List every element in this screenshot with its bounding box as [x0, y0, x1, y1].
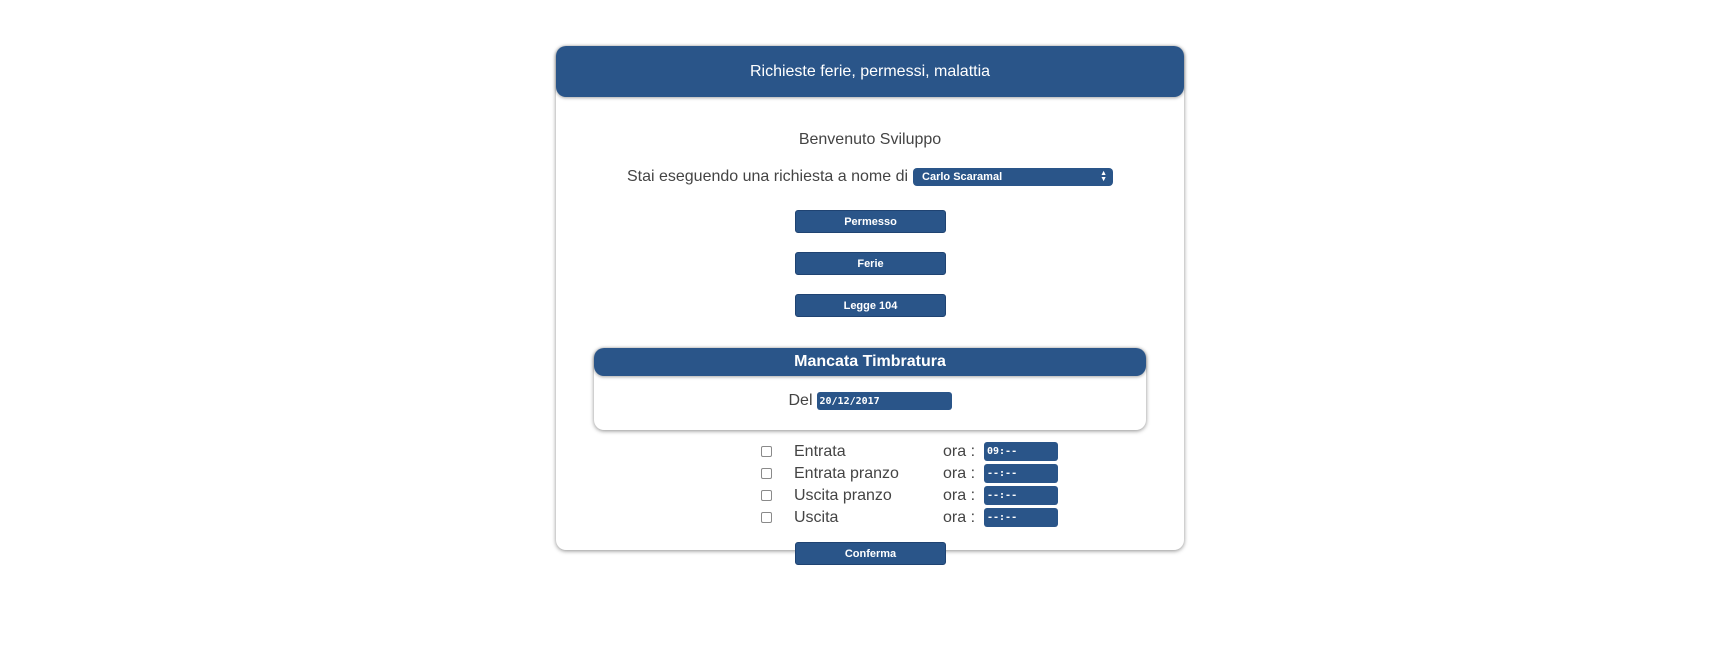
ora-label: ora :: [943, 465, 976, 482]
entrata-pranzo-checkbox[interactable]: [761, 468, 772, 479]
del-label: Del: [788, 392, 813, 409]
request-for-row: [556, 168, 1184, 186]
panel-header: [556, 46, 1184, 97]
entrata-time-input[interactable]: 09:--: [984, 442, 1058, 461]
uscita-pranzo-label: Uscita pranzo: [794, 487, 892, 504]
entrata-checkbox[interactable]: [761, 446, 772, 457]
legge-104-button[interactable]: Legge 104: [795, 294, 946, 317]
uscita-label: Uscita: [794, 509, 839, 526]
date-row: [594, 392, 1146, 410]
entrata-label: Entrata: [794, 443, 846, 460]
person-select[interactable]: [913, 168, 1113, 186]
permesso-button[interactable]: Permesso: [795, 210, 946, 233]
mancata-timbratura-header: [594, 348, 1146, 376]
date-input[interactable]: 20/12/2017: [817, 392, 952, 410]
conferma-button[interactable]: Conferma: [795, 542, 946, 565]
ora-label: ora :: [943, 443, 976, 460]
page-title: Richieste ferie, permessi, malattia: [749, 62, 991, 80]
ora-label: ora :: [943, 509, 976, 526]
welcome-text: Benvenuto Sviluppo: [798, 131, 942, 148]
request-for-label: Stai eseguendo una richiesta a nome di: [626, 168, 909, 185]
time-row-uscita: [556, 508, 1184, 528]
uscita-time-input[interactable]: --:--: [984, 508, 1058, 527]
ferie-button[interactable]: Ferie: [795, 252, 946, 275]
time-row-entrata: [556, 442, 1184, 462]
time-row-entrata-pranzo: [556, 464, 1184, 484]
entrata-pranzo-label: Entrata pranzo: [794, 465, 899, 482]
uscita-checkbox[interactable]: [761, 512, 772, 523]
person-select-value: Carlo Scaramal: [922, 171, 1003, 183]
mancata-timbratura-title: Mancata Timbratura: [794, 353, 946, 370]
ora-label: ora :: [943, 487, 976, 504]
uscita-pranzo-time-input[interactable]: --:--: [984, 486, 1058, 505]
time-row-uscita-pranzo: [556, 486, 1184, 506]
uscita-pranzo-checkbox[interactable]: [761, 490, 772, 501]
mancata-timbratura-panel: [594, 348, 1146, 430]
entrata-pranzo-time-input[interactable]: --:--: [984, 464, 1058, 483]
request-panel: [556, 46, 1184, 560]
select-arrows-icon: ▲ ▼: [1100, 170, 1108, 183]
